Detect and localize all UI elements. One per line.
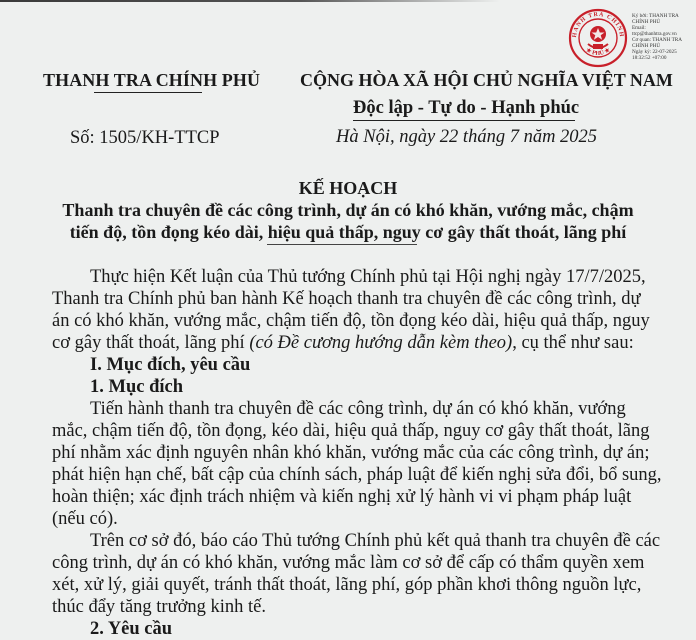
signature-line: Cơ quan: THANH TRA	[632, 37, 682, 43]
signature-line: CHÍNH PHỦ	[632, 19, 661, 25]
basis-paragraph	[52, 530, 661, 618]
paragraph-line: Thanh tra Chính phủ ban hành Kế hoạch thanh tra chuyên đề các công trình, dự	[52, 289, 641, 309]
signature-line: 18:32:52 +07:00	[632, 55, 667, 61]
section-heading: I. Mục đích, yêu cầu	[90, 355, 251, 375]
subtitle-line: Thanh tra chuyên đề các công trình, dự án có khó khăn, vướng mắc, chậm	[62, 200, 634, 220]
paragraph-line: phát hiện hạn chế, bất cập của chính sách, pháp luật để kiến nghị sửa đổi, bổ sung,	[52, 465, 662, 485]
paragraph-line: mắc, chậm tiến độ, tồn đọng, kéo dài, hiệu quả thấp, nguy cơ gây thất thoát, lãng	[52, 421, 650, 441]
paragraph-line: Thực hiện Kết luận của Thủ tướng Chính phủ tại Hội nghị ngày 17/7/2025,	[90, 267, 646, 287]
signature-line: Email:	[632, 25, 646, 31]
paragraph-line: Trên cơ sở đó, báo cáo Thủ tướng Chính phủ kết quả thanh tra chuyên đề các	[90, 531, 661, 551]
text-segment: cơ gây thất thoát, lãng phí	[52, 333, 250, 353]
motto-underline	[353, 120, 575, 121]
issuing-agency: THANH TRA CHÍNH PHỦ	[43, 70, 261, 90]
paragraph-line: phí nhằm xác định nguyên nhân khó khăn, vướng mắc của các công trình, dự án;	[52, 443, 650, 463]
intro-paragraph	[52, 266, 650, 354]
document-body	[52, 266, 662, 640]
paragraph-line: xét, xử lý, giải quyết, tránh thất thoát, lãng phí, góp phần khơi thông nguồn lực,	[52, 575, 642, 595]
text-segment: , cụ thể như sau:	[512, 333, 634, 353]
document-subtitle	[0, 199, 696, 243]
svg-text:HANH TRA CHÍNH: HANH TRA CHÍNH	[571, 11, 625, 38]
subtitle-line: tiến độ, tồn đọng kéo dài, hiệu quả thấp, nguy cơ gây thất thoát, lãng phí	[69, 222, 627, 242]
paragraph-line: án có khó khăn, vướng mắc, chậm tiến độ, tồn đọng kéo dài, hiệu quả thấp, nguy	[52, 311, 650, 331]
national-motto: Độc lập - Tự do - Hạnh phúc	[353, 98, 580, 118]
paragraph-line: (nếu có).	[52, 509, 118, 529]
place-and-date: Hà Nội, ngày 22 tháng 7 năm 2025	[336, 127, 598, 147]
title-underline	[267, 244, 417, 245]
paragraph-line	[52, 332, 644, 354]
paragraph-line: công trình, dự án có khó khăn, vướng mắc làm cơ sở để cấp có thẩm quyền xem	[52, 553, 645, 573]
subsection-heading: 1. Mục đích	[90, 377, 184, 397]
paragraph-line: thúc đẩy tăng trưởng kinh tế.	[52, 597, 267, 617]
attachment-note: (có Đề cương hướng dẫn kèm theo)	[249, 333, 513, 353]
purpose-paragraph	[52, 398, 662, 530]
paragraph-line: Tiến hành thanh tra chuyên đề các công trình, dự án có khó khăn, vướng	[90, 399, 626, 419]
agency-underline	[94, 92, 202, 93]
signature-line: Ngày ký: 22-07-2025	[632, 49, 677, 55]
paragraph-line: hoàn thiện; xác định trách nhiệm và kiến nghị xử lý hành vi vi phạm pháp luật	[52, 487, 632, 507]
document-title: KẾ HOẠCH	[298, 178, 398, 198]
svg-text:★ PHỦ ★: ★ PHỦ ★	[584, 47, 612, 57]
signature-line: CHÍNH PHỦ	[632, 43, 661, 49]
document-number: Số: 1505/KH-TTCP	[70, 128, 220, 148]
signature-line: Ký bởi: THANH TRA	[632, 13, 679, 19]
official-seal-icon	[568, 8, 628, 68]
top-edge-strip	[0, 0, 500, 2]
nation-title: CỘNG HÒA XÃ HỘI CHỦ NGHĨA VIỆT NAM	[300, 70, 673, 90]
signature-line: ttcp@thanhtra.gov.vn	[632, 31, 677, 37]
digital-signature-info	[632, 13, 682, 61]
subsection-heading-partial: 2. Yêu cầu	[90, 619, 173, 639]
